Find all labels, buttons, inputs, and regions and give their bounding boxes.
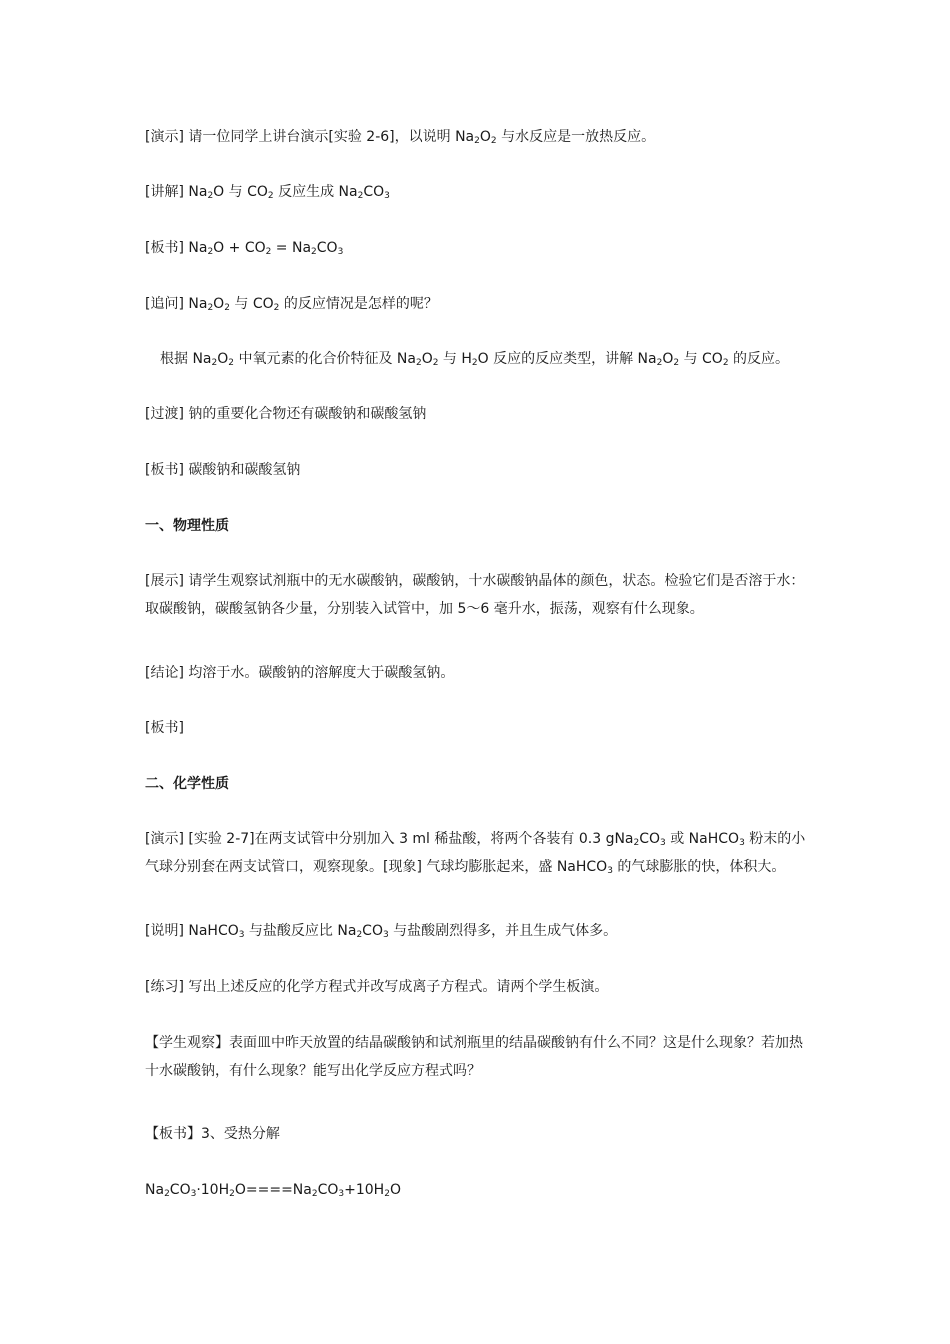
paragraph-question-na2o2-co2: [追问] $Na_2O_2$ 与 $CO_2$ 的反应情况是怎样的呢？ <box>145 296 438 313</box>
paragraph-board-thermal-decomposition: 【板书】3、受热分解 <box>145 1126 280 1142</box>
paragraph-decomposition-equation: $Na_2CO_3\cdot 10H_2O====Na_2CO_3+10H_2O$ <box>145 1182 401 1199</box>
paragraph-explain-na2o-co2: [讲解] $Na_2O$ 与 $CO_2$ 反应生成 $Na_2CO_3$ <box>145 184 390 201</box>
paragraph-display-observation: [展示] 请学生观察试剂瓶中的无水碳酸钠，碳酸钠，十水碳酸钠晶体的颜色，状态。检验它们是否溶于水：取碳酸钠，碳酸氢钠各少量，分别装入试管中，加 5～6 毫升水，振荡，观察有什么现象。 <box>145 573 805 617</box>
paragraph-transition: [过渡] 钠的重要化合物还有碳酸钠和碳酸氢钠 <box>145 406 427 422</box>
paragraph-board-empty: [板书] <box>145 720 184 736</box>
section-heading-chemical-properties: 二、化学性质 <box>145 776 229 792</box>
paragraph-board-title: [板书] 碳酸钠和碳酸氢钠 <box>145 462 301 478</box>
paragraph-demo-experiment-2-7: [演示] [实验 2-7]在两支试管中分别加入 3 ml 稀盐酸，将两个各装有 0.3 $gNa_2CO_3$ 或 NaHCO$_3$ 粉末的小气球分别套在两支试管口，观察现象。[现象] 气球均膨胀起来，盛 NaHCO$_3$ 的气球膨胀的快，体积大。 <box>145 831 806 876</box>
paragraph-conclusion: [结论] 均溶于水。碳酸钠的溶解度大于碳酸氢钠。 <box>145 665 455 681</box>
paragraph-exercise: [练习] 写出上述反应的化学方程式并改写成离子方程式。请两个学生板演。 <box>145 979 609 995</box>
paragraph-student-observation: 【学生观察】表面皿中昨天放置的结晶碳酸钠和试剂瓶里的结晶碳酸钠有什么不同？这是什么现象？若加热十水碳酸钠，有什么现象？能写出化学反应方程式吗？ <box>145 1035 803 1079</box>
paragraph-explanation-oxygen-valence: 根据 $Na_2O_2$ 中氧元素的化合价特征及 $Na_2O_2$ 与 $H_2O$ 反应的反应类型，讲解 $Na_2O_2$ 与 $CO_2$ 的反应。 <box>160 351 790 368</box>
paragraph-demo-na2o2-water: [演示] 请一位同学上讲台演示[实验 2-6]，以说明 $Na_2O_2$ 与水反应是一放热反应。 <box>145 129 656 146</box>
paragraph-explanation-nahco3: [说明] NaHCO$_3$ 与盐酸反应比 $Na_2CO_3$ 与盐酸剧烈得多，并且生成气体多。 <box>145 923 618 940</box>
paragraph-board-equation-na2co3: [板书] $Na_2O + CO_2 = Na_2CO_3$ <box>145 240 344 257</box>
section-heading-physical-properties: 一、物理性质 <box>145 518 229 534</box>
